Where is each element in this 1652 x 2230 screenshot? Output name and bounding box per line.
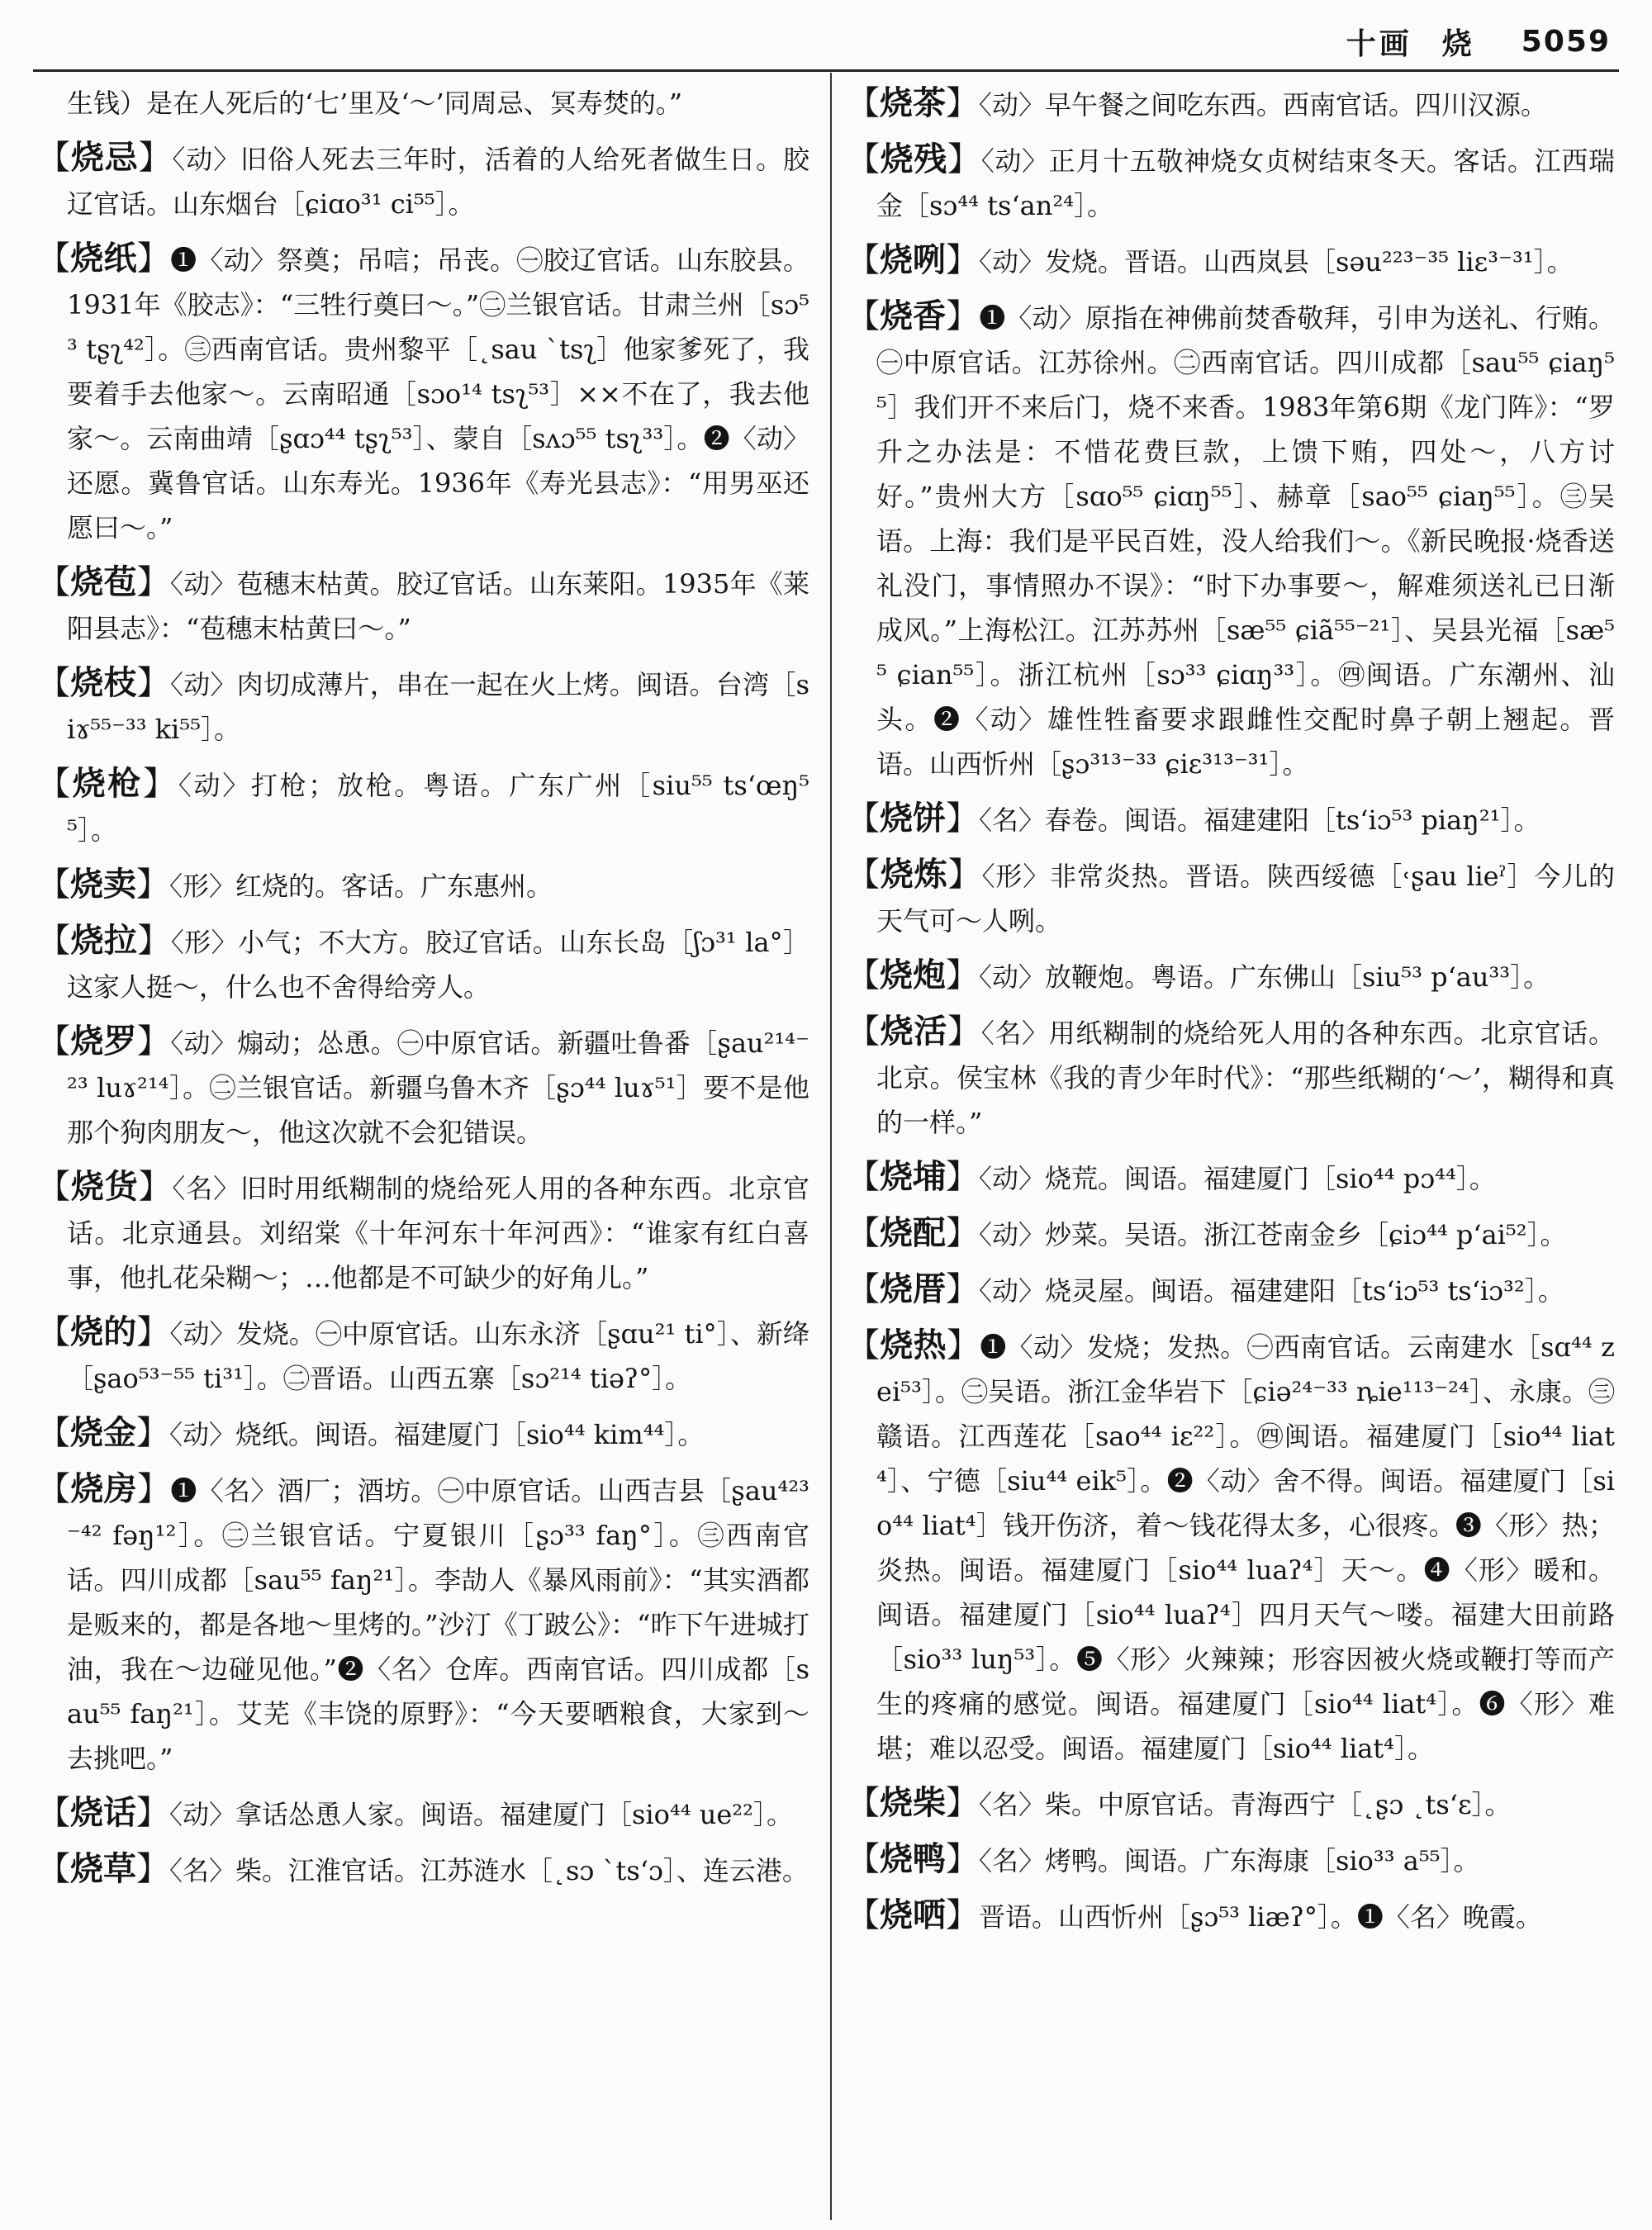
entry-headword: 【烧话】 [37, 1793, 169, 1832]
dictionary-entry [847, 1009, 1615, 1145]
headword-text: 烧枝 [70, 663, 137, 702]
headword-text: 烧哂 [880, 1896, 946, 1934]
entry-definition: 〈动〉炒菜。吴语。浙江苍南金乡［ɕiɔ⁴⁴ pʻai⁵²］。 [979, 1219, 1567, 1250]
left-column [37, 81, 809, 2220]
continuation-text: 生钱）是在人死后的‘七’里及‘～’同周忌、冥寿焚的。” [67, 88, 683, 119]
headword-text: 烧鸭 [880, 1839, 946, 1878]
entry-definition: 〈动〉旧俗人死去三年时，活着的人给死者做生日。胶辽官话。山东烟台［ɕiɑo³¹ ci⁵⁵］。 [67, 144, 809, 220]
entry-definition: 〈形〉小气；不大方。胶辽官话。山东长岛［ʃɔ³¹ la°］这家人挺～，什么也不舍得给旁人。 [67, 927, 809, 1003]
entry-headword: 【烧枪】 [37, 764, 178, 803]
dictionary-entry [37, 762, 809, 852]
headword-text: 烧配 [880, 1213, 946, 1252]
headword-text: 烧枪 [72, 764, 144, 803]
dictionary-entry [37, 862, 809, 909]
headword-text: 烧话 [70, 1793, 136, 1832]
headword-text: 烧金 [70, 1413, 136, 1452]
entry-headword: 【烧货】 [37, 1167, 173, 1206]
dictionary-entry [37, 918, 809, 1009]
entry-definition: 〈动〉肉切成薄片，串在一起在火上烤。闽语。台湾［siɤ⁵⁵⁻³³ ki⁵⁵］。 [67, 669, 809, 745]
headword-text: 烧炮 [880, 956, 946, 994]
entry-definition: ❶〈动〉原指在神佛前焚香敬拜，引申为送礼、行贿。㊀中原官话。江苏徐州。㊁西南官话。四川成都［sau⁵⁵ ɕiaŋ⁵⁵］我们开不来后门，烧不来香。1983年第6期《龙门阵》：“罗升之办法是：不惜花费巨款，上馈下贿，四处～，八方讨好。”贵州大方［sɑo⁵⁵ ɕiɑŋ⁵⁵］、赫章［sao⁵⁵ ɕiaŋ⁵⁵］。㊂吴语。上海：我们是平民百姓，没人给我们～。《新民晚报·烧香送礼没门，事情照办不误》：“时下办事要～，解难须送礼已日渐成风。”上海松江。江苏苏州［sæ⁵⁵ ɕiã⁵⁵⁻²¹］、吴县光福［sæ⁵⁵ ɕian⁵⁵］。浙江杭州［sɔ³³ ɕiɑŋ³³］。㊃闽语。广东潮州、汕头。❷〈动〉雄性牲畜要求跟雌性交配时鼻子朝上翘起。晋语。山西忻州［ʂɔ³¹³⁻³³ ɕiɛ³¹³⁻³¹］。 [876, 302, 1615, 780]
section-label: 十画 [1346, 26, 1412, 61]
entry-headword: 【烧柴】 [847, 1783, 979, 1822]
dictionary-entry [37, 1165, 809, 1300]
entry-definition: 〈动〉烧荒。闽语。福建厦门［sio⁴⁴ pɔ⁴⁴］。 [979, 1163, 1496, 1194]
page-number: 5059 [1521, 24, 1611, 59]
entry-headword: 【烧配】 [847, 1213, 979, 1252]
entry-definition: 〈动〉烧纸。闽语。福建厦门［sio⁴⁴ kim⁴⁴］。 [169, 1419, 705, 1450]
entry-headword: 【烧埔】 [847, 1157, 979, 1196]
dictionary-entry [37, 1467, 809, 1781]
entry-definition: 〈名〉柴。江淮官话。江苏涟水［˛sɔ ˋtsʻɔ］、连云港。 [169, 1855, 809, 1886]
entry-headword: 【烧的】 [37, 1312, 170, 1351]
dictionary-entry [847, 1267, 1615, 1313]
headword-text: 烧的 [70, 1312, 137, 1351]
right-column [847, 81, 1615, 2220]
entry-definition: 〈形〉红烧的。客话。广东惠州。 [169, 871, 553, 902]
header-rule [33, 69, 1619, 72]
dictionary-entry [847, 81, 1615, 127]
dictionary-entry [37, 236, 809, 550]
dictionary-entry [37, 135, 809, 226]
entry-definition: 〈名〉旧时用纸糊制的烧给死人用的各种东西。北京官话。北京通县。刘绍棠《十年河东十年河西》：“谁家有红白喜事，他扎花朵糊～；…他都是不可缺少的好角儿。” [67, 1173, 809, 1293]
page-header [1239, 17, 1611, 66]
headword-text: 烧咧 [880, 240, 946, 279]
entry-definition: 〈名〉用纸糊制的烧给死人用的各种东西。北京官话。北京。侯宝林《我的青少年时代》：“那些纸糊的‘～’，糊得和真的一样。” [876, 1018, 1615, 1138]
entry-headword: 【烧金】 [37, 1413, 169, 1452]
entry-definition: 〈形〉非常炎热。晋语。陕西绥德［˓ʂau lieˀ］今儿的天气可～人咧。 [876, 861, 1615, 937]
entry-headword: 【烧房】 [37, 1469, 171, 1508]
entry-headword: 【烧活】 [847, 1012, 981, 1051]
entry-definition: 〈动〉早午餐之间吃东西。西南官话。四川汉源。 [979, 89, 1548, 121]
entry-definition: 〈动〉放鞭炮。粤语。广东佛山［siu⁵³ pʻau³³］。 [979, 961, 1550, 993]
headword-text: 烧热 [880, 1326, 947, 1364]
entry-definition: ❶〈名〉酒厂；酒坊。㊀中原官话。山西吉县［ʂau⁴²³⁻⁴² fəŋ¹²］。㊁兰银官话。宁夏银川［ʂɔ³³ faŋ°］。㊂西南官话。四川成都［sau⁵⁵ faŋ²¹］。李劼人《暴风雨前》：“其实酒都是贩来的，都是各地～里烤的。”沙汀《丁跛公》：“昨下午进城打油，我在～边碰见他。”❷〈名〉仓库。西南官话。四川成都［sau⁵⁵ faŋ²¹］。艾芜《丰饶的原野》：“今天要晒粮食，大家到～去挑吧。” [67, 1475, 809, 1774]
entry-definition: 〈名〉柴。中原官话。青海西宁［˛ʂɔ ˛tsʻɛ］。 [979, 1789, 1512, 1820]
entry-definition: 〈动〉烧灵屋。闽语。福建建阳［tsʻiɔ⁵³ tsʻiɔ³²］。 [979, 1275, 1564, 1307]
headword-text: 烧柴 [880, 1783, 946, 1822]
dictionary-entry [37, 1019, 809, 1155]
entry-headword: 【烧哂】 [847, 1896, 979, 1934]
headword-text: 烧埔 [880, 1157, 946, 1196]
headword-text: 烧炼 [880, 855, 948, 894]
dictionary-entry [37, 1847, 809, 1893]
entry-headword: 【烧炮】 [847, 956, 979, 994]
headword-text: 烧罗 [70, 1022, 137, 1060]
entry-headword: 【烧饼】 [847, 799, 979, 837]
dictionary-entry [847, 1211, 1615, 1257]
entry-definition: 〈动〉正月十五敬神烧女贞树结束冬天。客话。江西瑞金［sɔ⁴⁴ tsʻan²⁴］。 [876, 145, 1615, 221]
entry-headword: 【烧纸】 [37, 239, 171, 278]
dictionary-entry [847, 1837, 1615, 1883]
headword-text: 烧饼 [880, 799, 946, 837]
headword-text: 烧忌 [70, 138, 139, 177]
entry-headword: 【烧枝】 [37, 663, 170, 702]
entry-headword: 【烧草】 [37, 1849, 169, 1888]
headword-text: 烧货 [70, 1167, 139, 1206]
headword-text: 烧房 [70, 1469, 138, 1508]
headword-text: 烧卖 [70, 865, 136, 904]
dictionary-entry [37, 1791, 809, 1837]
entry-headword: 【烧罗】 [37, 1022, 171, 1060]
entry-headword: 【烧茶】 [847, 83, 979, 122]
headword-text: 烧香 [880, 297, 947, 335]
entry-headword: 【烧忌】 [37, 138, 173, 177]
dictionary-entry [37, 1411, 809, 1457]
headword-text: 烧残 [880, 140, 948, 178]
entry-headword: 【烧炼】 [847, 855, 982, 894]
entry-definition: 〈动〉煽动；怂恿。㊀中原官话。新疆吐鲁番［ʂau²¹⁴⁻²³ luɤ²¹⁴］。㊁兰银官话。新疆乌鲁木齐［ʂɔ⁴⁴ luɤ⁵¹］要不是他那个狗肉朋友～，他这次就不会犯错误。 [67, 1027, 809, 1148]
headword-text: 烧草 [70, 1849, 136, 1888]
headword-text: 烧活 [880, 1012, 948, 1051]
entry-definition: 晋语。山西忻州［ʂɔ⁵³ liæʔ°］。❶〈名〉晚霞。 [979, 1901, 1542, 1933]
entry-headword: 【烧拉】 [37, 921, 171, 960]
dictionary-entry [847, 294, 1615, 786]
entry-headword: 【烧咧】 [847, 240, 979, 279]
headword-text: 烧拉 [70, 921, 138, 960]
dictionary-entry [847, 1155, 1615, 1201]
entry-headword: 【烧鸭】 [847, 1839, 979, 1878]
entry-definition: 〈名〉烤鸭。闽语。广东海康［sio³³ a⁵⁵］。 [979, 1845, 1480, 1877]
entry-definition: 〈动〉发烧。晋语。山西岚县［səu²²³⁻³⁵ liɛ³⁻³¹］。 [979, 246, 1574, 278]
entry-definition: 〈动〉发烧。㊀中原官话。山东永济［ʂɑu²¹ ti°］、新绛［ʂao⁵³⁻⁵⁵ ti³¹］。㊁晋语。山西五寨［sɔ²¹⁴ tiəʔ°］。 [67, 1318, 809, 1394]
entry-headword: 【烧苞】 [37, 562, 170, 601]
dictionary-entry [37, 661, 809, 752]
headword-text: 烧纸 [70, 239, 137, 278]
entry-definition: 〈动〉打枪；放枪。粤语。广东广州［siu⁵⁵ tsʻœŋ⁵⁵］。 [67, 770, 809, 846]
entry-headword: 【烧卖】 [37, 865, 169, 904]
entry-headword: 【烧残】 [847, 140, 981, 178]
entry-definition: 〈动〉苞穗末枯黄。胶辽官话。山东莱阳。1935年《莱阳县志》：“苞穗末枯黄曰～。” [67, 568, 809, 644]
dictionary-entry [37, 560, 809, 651]
dictionary-entry [847, 852, 1615, 943]
dictionary-entry [847, 137, 1615, 228]
column-divider [830, 73, 832, 2220]
dictionary-entry [37, 1310, 809, 1401]
dictionary-entry [847, 1323, 1615, 1771]
headword-text: 烧厝 [880, 1269, 946, 1308]
dictionary-entry [847, 1893, 1615, 1939]
headword-text: 烧茶 [880, 83, 946, 122]
running-headword: 烧 [1441, 26, 1472, 61]
entry-headword: 【烧香】 [847, 297, 980, 335]
dictionary-entry [847, 238, 1615, 284]
entry-definition: ❶〈动〉祭奠；吊唁；吊丧。㊀胶辽官话。山东胶县。1931年《胶志》：“三牲行奠曰～。”㊁兰银官话。甘肃兰州［sɔ⁵³ tʂʅ⁴²］。㊂西南官话。贵州黎平［˛sau ˋtsʅ］他家爹死了，我要着手去他家～。云南昭通［sɔo¹⁴ tsʅ⁵³］××不在了，我去他家～。云南曲靖［ʂɑɔ⁴⁴ tʂʅ⁵³］、蒙自［sʌɔ⁵⁵ tsʅ³³］。❷〈动〉还愿。冀鲁官话。山东寿光。1936年《寿光县志》：“用男巫还愿曰～。” [67, 244, 809, 543]
headword-text: 烧苞 [70, 562, 137, 601]
entry-headword: 【烧厝】 [847, 1269, 979, 1308]
dictionary-entry [847, 953, 1615, 999]
entry-definition: 〈动〉拿话怂恿人家。闽语。福建厦门［sio⁴⁴ ue²²］。 [169, 1799, 793, 1830]
entry-definition: ❶〈动〉发烧；发热。㊀西南官话。云南建水［sɑ⁴⁴ zei⁵³］。㊁吴语。浙江金华岩下［ɕiə²⁴⁻³³ ȵie¹¹³⁻²⁴］、永康。㊂赣语。江西莲花［sao⁴⁴ iɛ²²］。㊃闽语。福建厦门［sio⁴⁴ liat⁴］、宁德［siu⁴⁴ eik⁵］。❷〈动〉舍不得。闽语。福建厦门［sio⁴⁴ liat⁴］钱开伤济，着～钱花得太多，心很疼。❸〈形〉热；炎热。闽语。福建厦门［sio⁴⁴ luaʔ⁴］天～。❹〈形〉暖和。闽语。福建厦门［sio⁴⁴ luaʔ⁴］四月天气～喽。福建大田前路［sio³³ luŋ⁵³］。❺〈形〉火辣辣；形容因被火烧或鞭打等而产生的疼痛的感觉。闽语。福建厦门［sio⁴⁴ liat⁴］。❻〈形〉难堪；难以忍受。闽语。福建厦门［sio⁴⁴ liat⁴］。 [876, 1331, 1615, 1764]
dictionary-entry [847, 1781, 1615, 1827]
entry-headword: 【烧热】 [847, 1326, 980, 1364]
entry-definition: 〈名〉春卷。闽语。福建建阳［tsʻiɔ⁵³ piaŋ²¹］。 [979, 804, 1540, 836]
dictionary-entry [847, 796, 1615, 842]
left-entry-list [37, 135, 809, 1893]
right-entry-list [847, 81, 1615, 1939]
